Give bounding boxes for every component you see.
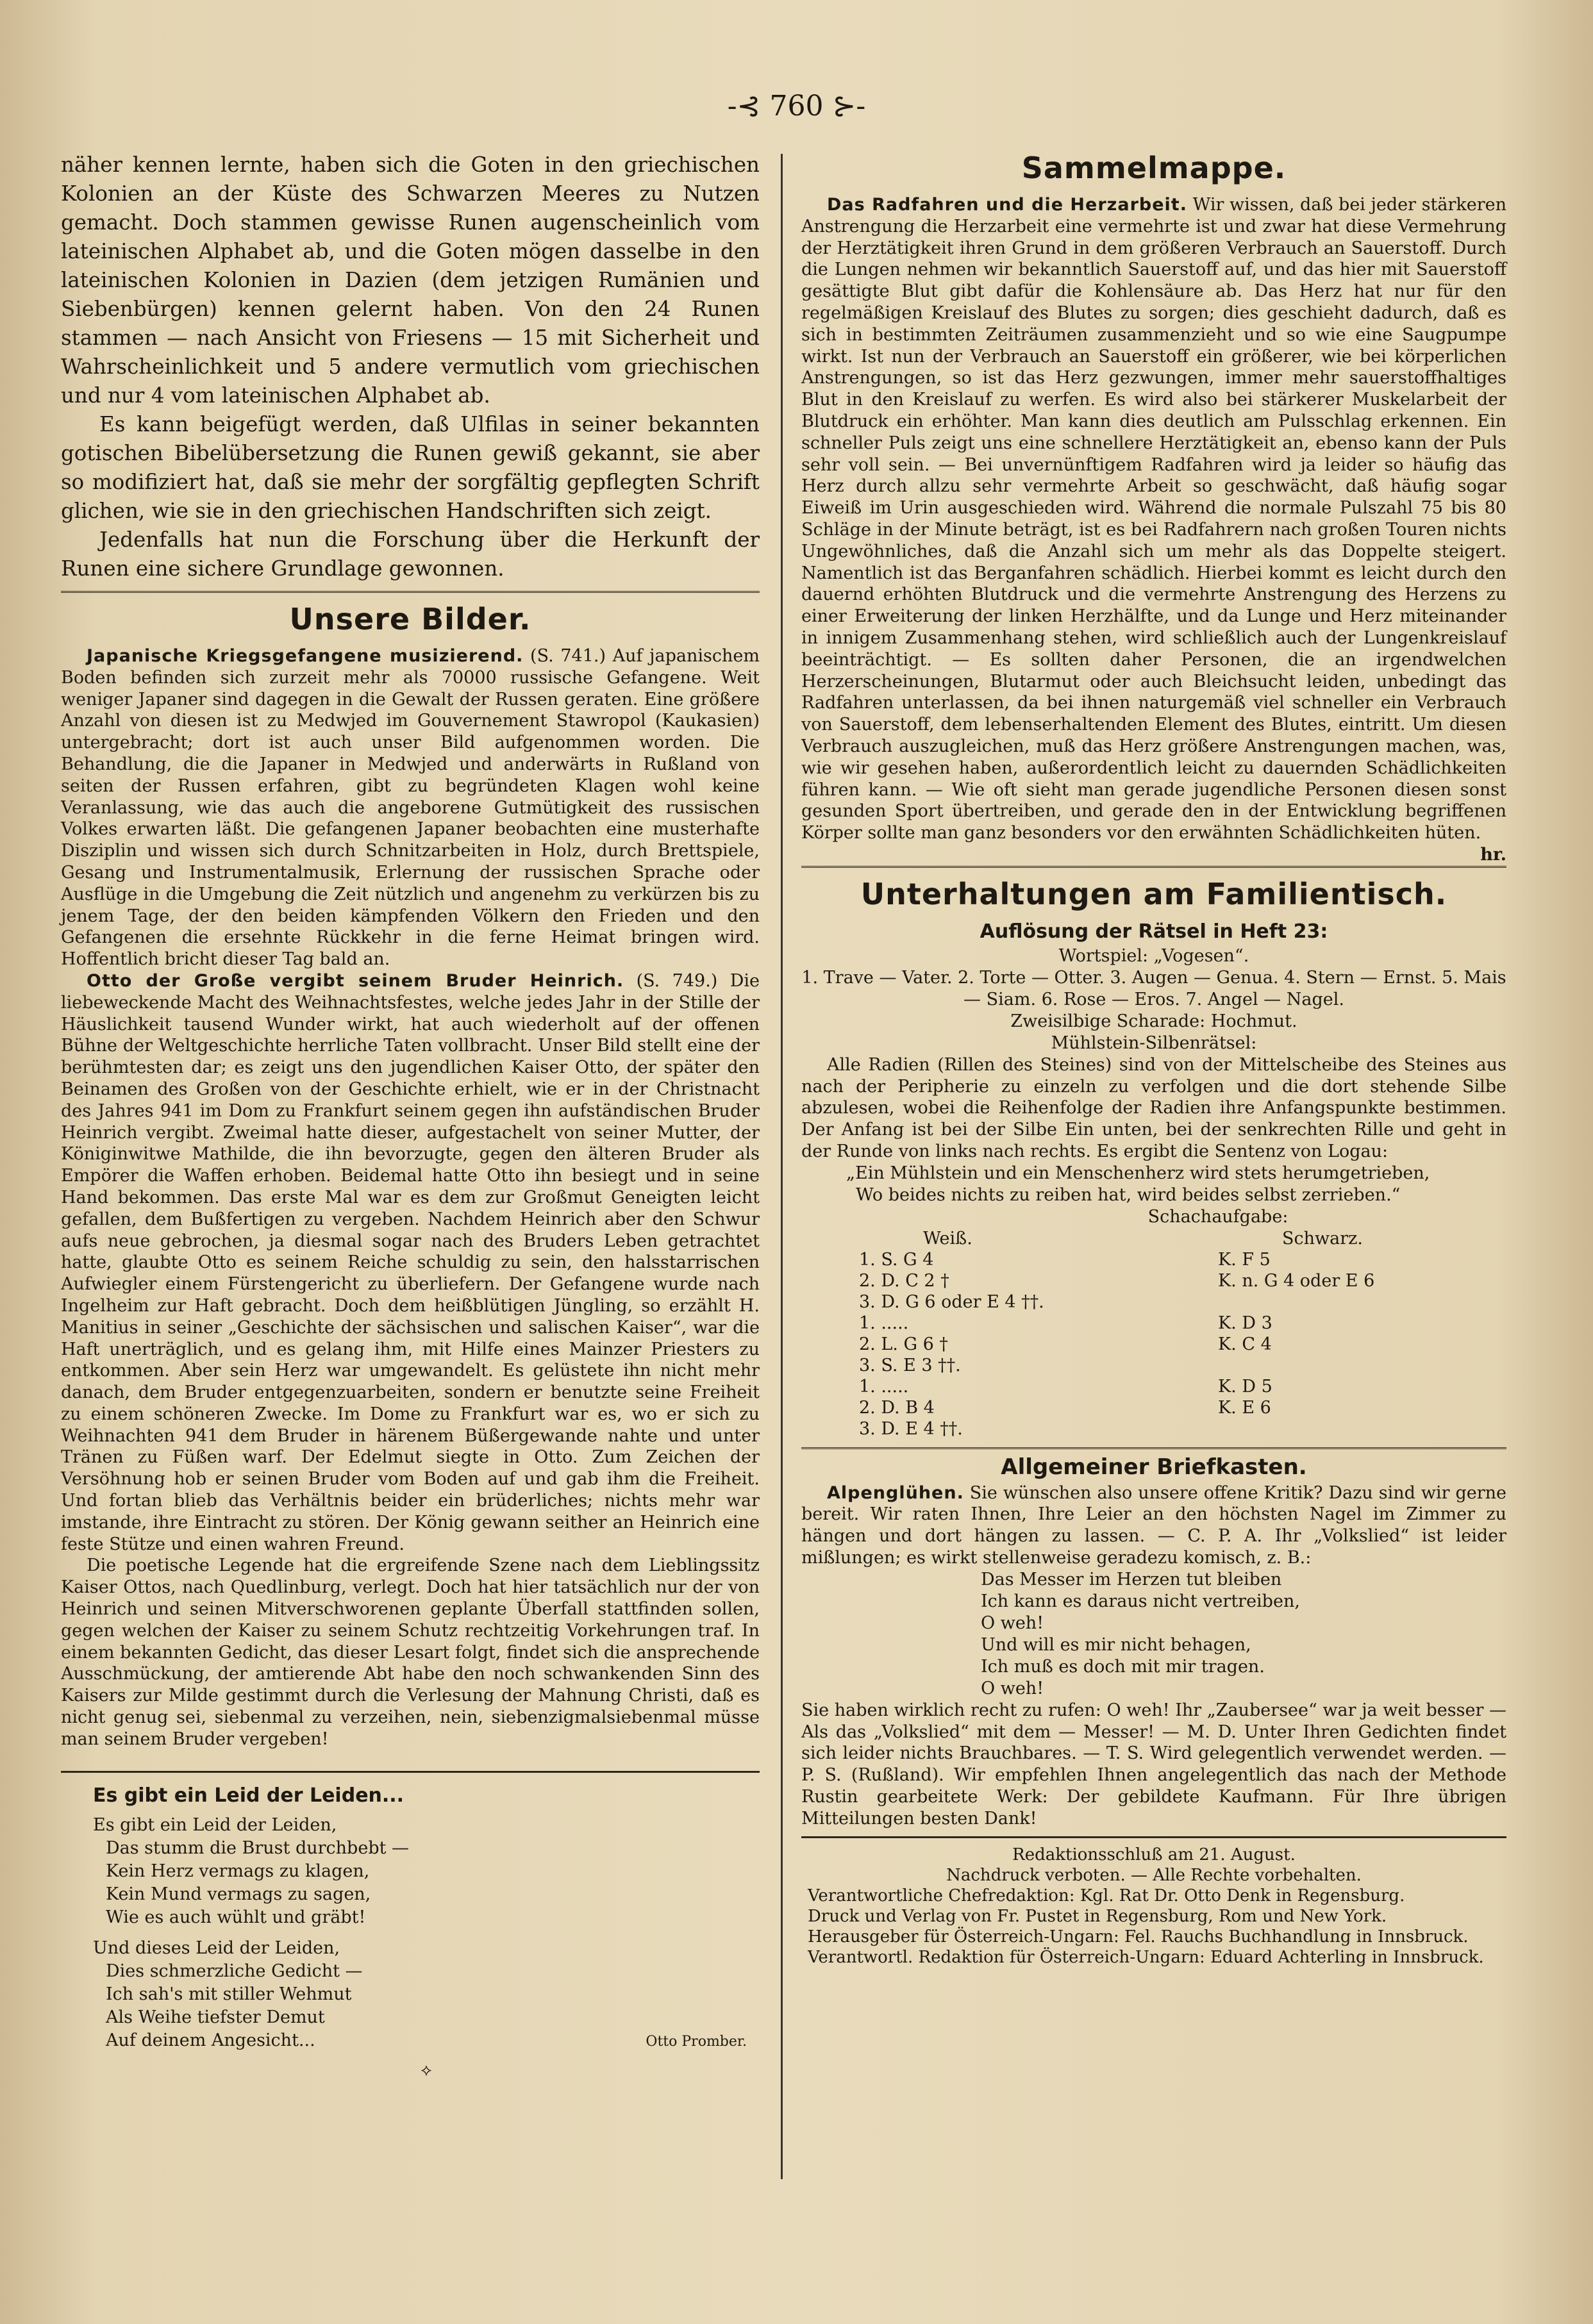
section-title-briefkasten: Allgemeiner Briefkasten. bbox=[1001, 1454, 1307, 1480]
briefkasten-text: Sie haben wirklich recht zu rufen: O weh! Ihr „Zaubersee“ war ja weit besser — Als das „Volkslied“ mit dem — Messer! — M. D. Unter Ihren Gedichten findet sich leider nichts Brauchbares. — T. S. Wird gelegentlich verwendet werden. — P. S. (Rußland). Wir empfehlen Ihnen angelegentlich das nach der Methode Rustin gearbeitete Werk: Der gebildete Kaufmann. Für Ihre übrigen Mitteilungen besten Dank! bbox=[801, 1700, 1506, 1829]
verse-line: Ich muß es doch mit mir tragen. bbox=[981, 1656, 1265, 1677]
imprint-line: Herausgeber für Österreich-Ungarn: Fel. Rauchs Buchhandlung in Innsbruck. bbox=[808, 1927, 1469, 1946]
article-text: Auf japanischem Boden befinden sich zurzeit mehr als 70000 russische Gefangene. Weit weniger Japaner sind dagegen in die Gewalt der Russen geraten. Eine größere Anzahl von diesen ist zu Medwjed im Gouvernement Stawropol (Kaukasien) untergebracht; dort ist auch unser Bild aufgenommen worden. Die Behandlung, die die Japaner in Medwjed und anderwärts in Rußland von seiten der Russen erfahren, gibt zu begründeten Klagen wohl keine Veranlassung, wie das auch die angeborene Gutmütigkeit des russischen Volkes erwarten läßt. Die gefangenen Japaner beobachten eine musterhafte Disziplin und wissen sich durch Schnitzarbeiten in Holz, durch Brettspiele, Gesang und Instrumentalmusik, Erlernung der russischen Sprache oder Ausflüge in die Umgebung die Zeit nützlich und angenehm zu verkürzen bis zu jenem Tage, der den beiden kämpfenden Völkern den Frieden und den Gefangenen die ersehnte Rückkehr in die ferne Heimat bringen wird. Hoffentlich bricht dieser Tag bald an. bbox=[61, 646, 760, 970]
column-divider bbox=[781, 154, 783, 2179]
poem-line: Wie es auch wühlt und gräbt! bbox=[106, 1907, 366, 1927]
left-column bbox=[61, 151, 760, 2082]
poem-line: Das stumm die Brust durchbebt — bbox=[106, 1838, 410, 1858]
ornament-left: -⊰ bbox=[727, 90, 761, 122]
chess-move-white: 1. ..... bbox=[859, 1376, 909, 1397]
article-title: Otto der Große vergibt seinem Bruder Heinrich. bbox=[87, 970, 624, 991]
wortspiel-title: Wortspiel: „Vogesen“. bbox=[1058, 945, 1249, 966]
chess-move-white: 2. D. C 2 † bbox=[859, 1270, 949, 1291]
right-column bbox=[801, 151, 1506, 1968]
verse-line: O weh! bbox=[981, 1613, 1044, 1633]
imprint-rule bbox=[801, 1836, 1506, 1838]
poem-line: Ich sah's mit stiller Wehmut bbox=[106, 1984, 352, 2004]
chess-move-black: K. F 5 bbox=[1218, 1249, 1271, 1270]
solutions-title: Auflösung der Rätsel in Heft 23: bbox=[980, 920, 1328, 943]
chess-move-white: 1. ..... bbox=[859, 1313, 909, 1333]
article-text: Wir wissen, daß bei jeder stärkeren Anstrengung die Herzarbeit eine vermehrte ist und zwar hat diese Vermehrung der Herztätigkeit ihren Grund in dem größeren Verbrauch an Sauerstoff. Durch die Lungen nehmen wir bekanntlich Sauerstoff auf, und das hier mit Sauerstoff gesättigte Blut gibt dafür die Kohlensäure ab. Das Herz hat nur für den regelmäßigen Kreislauf des Blutes zu sorgen; dies geschieht dadurch, daß es sich in bestimmten Zeiträumen zusammenzieht und so wie eine Saugpumpe wirkt. Ist nun der Verbrauch an Sauerstoff ein größerer, wie bei körperlichen Anstrengungen, so ist das Herz gezwungen, immer mehr sauerstoffhaltiges Blut in den Kreislauf zu werfen. Es wird also bei stärkerer Muskelarbeit der Blutdruck ein erhöhter. Man kann dies deutlich am Pulsschlag erkennen. Ein schneller Puls zeigt uns eine schnellere Herztätigkeit an, ebenso kann der Puls sehr voll sein. — Bei unvernünftigem Radfahren wird ja leider so häufig das Herz durch allzu sehr vermehrte Arbeit so geschwächt, daß häufig sogar Eiweiß im Urin ausgeschieden wird. Während die normale Pulszahl 75 bis 80 Schläge in der Minute beträgt, ist es bei Radfahrern nach großen Touren nichts Ungewöhnliches, daß die Anzahl sich um mehr als das Doppelte steigert. Namentlich ist das Berganfahren schädlich. Hierbei kommt es leicht durch den dauernd erhöhten Blutdruck und die vermehrte Anstrengung des Herzens zu einer Erweiterung der linken Herzhälfte, und da Lunge und Herz miteinander in innigem Zusammenhang stehen, wird schließlich auch der Lungenkreislauf beeinträchtigt. — Es sollten daher Personen, die an irgendwelchen Herzerscheinungen, Blutarmut oder auch Bleichsucht leiden, unbedingt das Radfahren unterlassen, da bei ihnen naturgemäß viel schneller ein Verbrauch von Sauerstoff, dem lebenserhaltenden Element des Blutes, eintritt. Um diesen Verbrauch auszugleichen, muß das Herz größere Anstrengungen machen, was, wie wir gesehen haben, außerordentlich leicht zu dauernden Schädlichkeiten führen kann. — Wie oft sieht man gerade jugendliche Personen diesen sonst gesunden Sport übertreiben, und gerade den in der Entwicklung begriffenen Körper sollte man ganz besonders vor den erwähnten Schädlichkeiten hüten. bbox=[801, 195, 1506, 843]
poem-author: Otto Promber. bbox=[646, 2033, 747, 2050]
chess-move-black bbox=[1218, 1355, 1513, 1376]
runen-article bbox=[61, 151, 760, 583]
muehlstein-title: Mühlstein-Silbenrätsel: bbox=[1051, 1033, 1257, 1053]
section-title-unsere-bilder: Unsere Bilder. bbox=[289, 602, 531, 636]
chess-move-white: 2. D. B 4 bbox=[859, 1397, 935, 1418]
poem-line: Und dieses Leid der Leiden, bbox=[93, 1938, 340, 1958]
verse-line: O weh! bbox=[981, 1678, 1044, 1698]
scharade-solution: Zweisilbige Scharade: Hochmut. bbox=[1010, 1011, 1297, 1031]
bilder-articles bbox=[61, 645, 760, 1750]
chess-black-header: Schwarz. bbox=[1282, 1228, 1363, 1249]
chess-move-black: K. C 4 bbox=[1218, 1334, 1272, 1354]
wortspiel-solution: 1. Trave — Vater. 2. Torte — Otter. 3. Augen — Genua. 4. Stern — Ernst. 5. Mais — Siam. 6. Rose — Eros. 7. Angel — Nagel. bbox=[801, 967, 1506, 1009]
section-title-sammelmappe: Sammelmappe. bbox=[1021, 151, 1287, 185]
page-number: 760 bbox=[769, 90, 824, 122]
sammelmappe-article bbox=[801, 194, 1506, 865]
muehlstein-text: Alle Radien (Rillen des Steines) sind von der Mittelscheibe des Steines aus nach der Peripherie zu einzeln zu verfolgen und die dort stehende Silbe abzulesen, wobei die Reihenfolge der Radien ihre Anfangspunkte bestimmen. Der Anfang ist bei der Silbe Ein unten, bei der senkrechten Rille und geht in der Runde von links nach rechts. Es ergibt die Sentenz von Logau: bbox=[801, 1054, 1506, 1161]
article-signature: hr. bbox=[1480, 844, 1506, 865]
intro-paragraph: näher kennen lernte, haben sich die Goten in den griechischen Kolonien an der Küste des Schwarzen Meeres zu Nutzen gemacht. Doch stammen gewisse Runen augenscheinlich vom lateinischen Alphabet ab, und die Goten mögen dasselbe in den lateinischen Kolonien in Dazien (dem jetzigen Rumänien und Siebenbürgen) kennen gelernt haben. Von den 24 Runen stammen — nach Ansicht von Friesens — 15 mit Sicherheit und Wahrscheinlichkeit und 5 andere vermutlich vom griechischen und nur 4 vom lateinischen Alphabet ab. bbox=[61, 153, 760, 408]
poem-title: Es gibt ein Leid der Leiden... bbox=[93, 1784, 405, 1807]
chess-title: Schachaufgabe: bbox=[1147, 1206, 1289, 1227]
chess-move-black bbox=[1218, 1418, 1513, 1440]
briefkasten-continued bbox=[801, 1700, 1506, 1830]
volkslied-verse bbox=[801, 1569, 1506, 1700]
poem-line: Es gibt ein Leid der Leiden, bbox=[93, 1814, 337, 1835]
article-ref: (S. 749.) bbox=[636, 970, 718, 991]
poem-ornament: ⟡ bbox=[421, 2060, 432, 2080]
chess-white-header: Weiß. bbox=[923, 1228, 972, 1249]
section-rule bbox=[61, 591, 760, 593]
article-title: Das Radfahren und die Herzarbeit. bbox=[827, 195, 1187, 215]
verse-line: Und will es mir nicht behagen, bbox=[981, 1634, 1251, 1655]
chess-move-black: K. E 6 bbox=[1218, 1397, 1271, 1418]
poem-line: Als Weihe tiefster Demut bbox=[106, 2007, 325, 2027]
article-text: Die liebeweckende Macht des Weihnachtsfestes, welche jedes Jahr in der Stille der Häuslichkeit tausend Wunder wirkt, hat auch wiederholt auf der offenen Bühne der Weltgeschichte herrliche Taten vollbracht. Unser Bild stellt eine der berühmtesten dar; es zeigt uns den jugendlichen Kaiser Otto, der später den Beinamen des Großen von der Geschichte erhielt, wie er in der Christnacht des Jahres 941 im Dom zu Frankfurt seinem gegen ihn aufständischen Bruder Heinrich vergibt. Zweimal hatte dieser, aufgestachelt von seiner Mutter, der Königinwitwe Mathilde, die ihn bevorzugte, gegen den älteren Bruder als Empörer die Waffen erhoben. Beidemal hatte Otto ihn besiegt und in seine Hand bekommen. Das erste Mal war es dem zur Großmut Geneigten leicht gefallen, dem Bußfertigen zu vergeben. Nachdem Heinrich aber den Schwur aufs neue gebrochen, ja diesmal sogar nach des Bruders Leben getrachtet hatte, glaubte Otto es seinem Reiche schuldig zu sein, den halsstarrischen Aufwiegler einem Fürstengericht zu überliefern. Der Gefangene wurde nach Ingelheim zur Haft gebracht. Doch dem heißblütigen Jüngling, so erzählt H. Manitius in seiner „Geschichte der sächsischen und salischen Kaiser“, war die Haft unerträglich, und es gelang ihm, mit Hilfe eines Mainzer Priesters zu entkommen. Aber sein Herz war umgewandelt. Es gelüstete ihn nicht mehr danach, dem Bruder entgegenzuarbeiten, sondern er benutzte seine Freiheit zu einem schöneren Zwecke. Im Dome zu Frankfurt war es, wo er sich zu Weihnachten 941 dem Bruder in härenem Büßergewande nahte und unter Tränen zu Füßen warf. Der Edelmut siegte in Otto. Zum Zeichen der Versöhnung hob er seinen Bruder vom Boden auf und gab ihm die Freiheit. Und fortan blieb das Verhältnis beider ein brüderliches; nichts mehr war imstande, ihre Eintracht zu stören. Der König gewann seither an Heinrich eine feste Stütze und einen wahren Freund. bbox=[61, 970, 760, 1554]
chess-solution bbox=[859, 1228, 1506, 1440]
poem-line: Kein Mund vermags zu sagen, bbox=[106, 1884, 371, 1904]
briefkasten bbox=[801, 1482, 1506, 1569]
ornament-right: ⊱- bbox=[832, 90, 866, 122]
chess-move-black bbox=[1218, 1291, 1513, 1313]
section-rule bbox=[801, 1447, 1506, 1449]
article-otto-continued: Die poetische Legende hat die ergreifende Szene nach dem Lieblingssitz Kaiser Ottos, nach Quedlinburg, verlegt. Doch hat hier tatsächlich nur der von Heinrich und seinen Mitverschworenen geplante Überfall stattfinden sollen, gegen welchen der Kaiser zu seinem Schutz rechtzeitig Vorkehrungen traf. In einem bekannten Gedicht, das dieser Lesart folgt, findet sich die ansprechende Ausschmückung, der amtierende Abt habe den noch schwankenden Sinn des Kaisers zur Milde gestimmt durch die Verlesung der Mahnung Christi, daß es nicht genug sei, siebenmal zu verzeihen, nein, siebenzigmalsiebenmal müsse man seinem Bruder vergeben! bbox=[61, 1556, 760, 1749]
imprint-line: Nachdruck verboten. — Alle Rechte vorbehalten. bbox=[946, 1865, 1362, 1885]
briefkasten-addressee: Alpenglühen. bbox=[827, 1482, 964, 1503]
section-rule bbox=[801, 866, 1506, 868]
chess-move-white: 3. D. G 6 oder E 4 ††. bbox=[859, 1291, 1044, 1312]
article-title: Japanische Kriegsgefangene musizierend. bbox=[87, 646, 524, 666]
verse-line: Ich kann es daraus nicht vertreiben, bbox=[981, 1591, 1300, 1611]
article-otto bbox=[61, 970, 760, 1556]
chess-move-black: K. n. G 4 oder E 6 bbox=[1218, 1270, 1375, 1291]
imprint bbox=[801, 1845, 1506, 1968]
imprint-line: Redaktionsschluß am 21. August. bbox=[1012, 1845, 1296, 1864]
poem-line: Auf deinem Angesicht... bbox=[106, 2030, 315, 2050]
chess-move-black: K. D 5 bbox=[1218, 1376, 1272, 1397]
intro-paragraph: Es kann beigefügt werden, daß Ulfilas in seiner bekannten gotischen Bibelübersetzung die Runen gewiß gekannt, sie aber so modifiziert hat, daß sie mehr der sorgfältig gepflegten Schrift glichen, wie sie in den griechischen Handschriften sich zeigt. bbox=[61, 412, 760, 523]
page-number-header bbox=[0, 90, 1593, 122]
chess-move-white: 3. S. E 3 ††. bbox=[859, 1355, 961, 1375]
poem-box bbox=[61, 1771, 760, 2082]
chess-move-white: 3. D. E 4 ††. bbox=[859, 1418, 963, 1439]
briefkasten-text bbox=[801, 1482, 1506, 1569]
poem-line: Kein Herz vermags zu klagen, bbox=[106, 1861, 370, 1881]
poem-line: Dies schmerzliche Gedicht — bbox=[106, 1961, 363, 1981]
chess-move-black: K. D 3 bbox=[1218, 1313, 1272, 1333]
logau-quote-line: Wo beides nichts zu reiben hat, wird beides selbst zerrieben.“ bbox=[856, 1184, 1401, 1205]
chess-move-white: 1. S. G 4 bbox=[859, 1249, 934, 1270]
logau-quote-line: „Ein Mühlstein und ein Menschenherz wird stets herumgetrieben, bbox=[846, 1163, 1430, 1183]
imprint-line: Druck und Verlag von Fr. Pustet in Regensburg, Rom und New York. bbox=[808, 1906, 1387, 1926]
intro-paragraph: Jedenfalls hat nun die Forschung über die Herkunft der Runen eine sichere Grundlage gewonnen. bbox=[61, 527, 760, 581]
section-title-unterhaltungen: Unterhaltungen am Familientisch. bbox=[860, 876, 1447, 911]
article-ref: (S. 741.) bbox=[530, 646, 606, 666]
imprint-line: Verantwortliche Chefredaktion: Kgl. Rat Dr. Otto Denk in Regensburg. bbox=[808, 1886, 1405, 1905]
muehlstein-block bbox=[801, 1054, 1506, 1163]
briefkasten-reply: Sie wünschen also unsere offene Kritik? Dazu sind wir gerne bereit. Wir raten Ihnen, Ihre Leier an den höchsten Nagel im Zimmer zu hängen und dort hängen zu lassen. — C. P. A. Ihr „Volkslied“ ist leider mißlungen; es wirkt stellenweise geradezu komisch, z. B.: bbox=[801, 1482, 1506, 1568]
verse-line: Das Messer im Herzen tut bleiben bbox=[981, 1569, 1282, 1589]
article-japanese-prisoners bbox=[61, 645, 760, 970]
chess-move-white: 2. L. G 6 † bbox=[859, 1334, 948, 1354]
imprint-line: Verantwortl. Redaktion für Österreich-Ungarn: Eduard Achterling in Innsbruck. bbox=[808, 1947, 1484, 1967]
article-radfahren bbox=[801, 194, 1506, 865]
